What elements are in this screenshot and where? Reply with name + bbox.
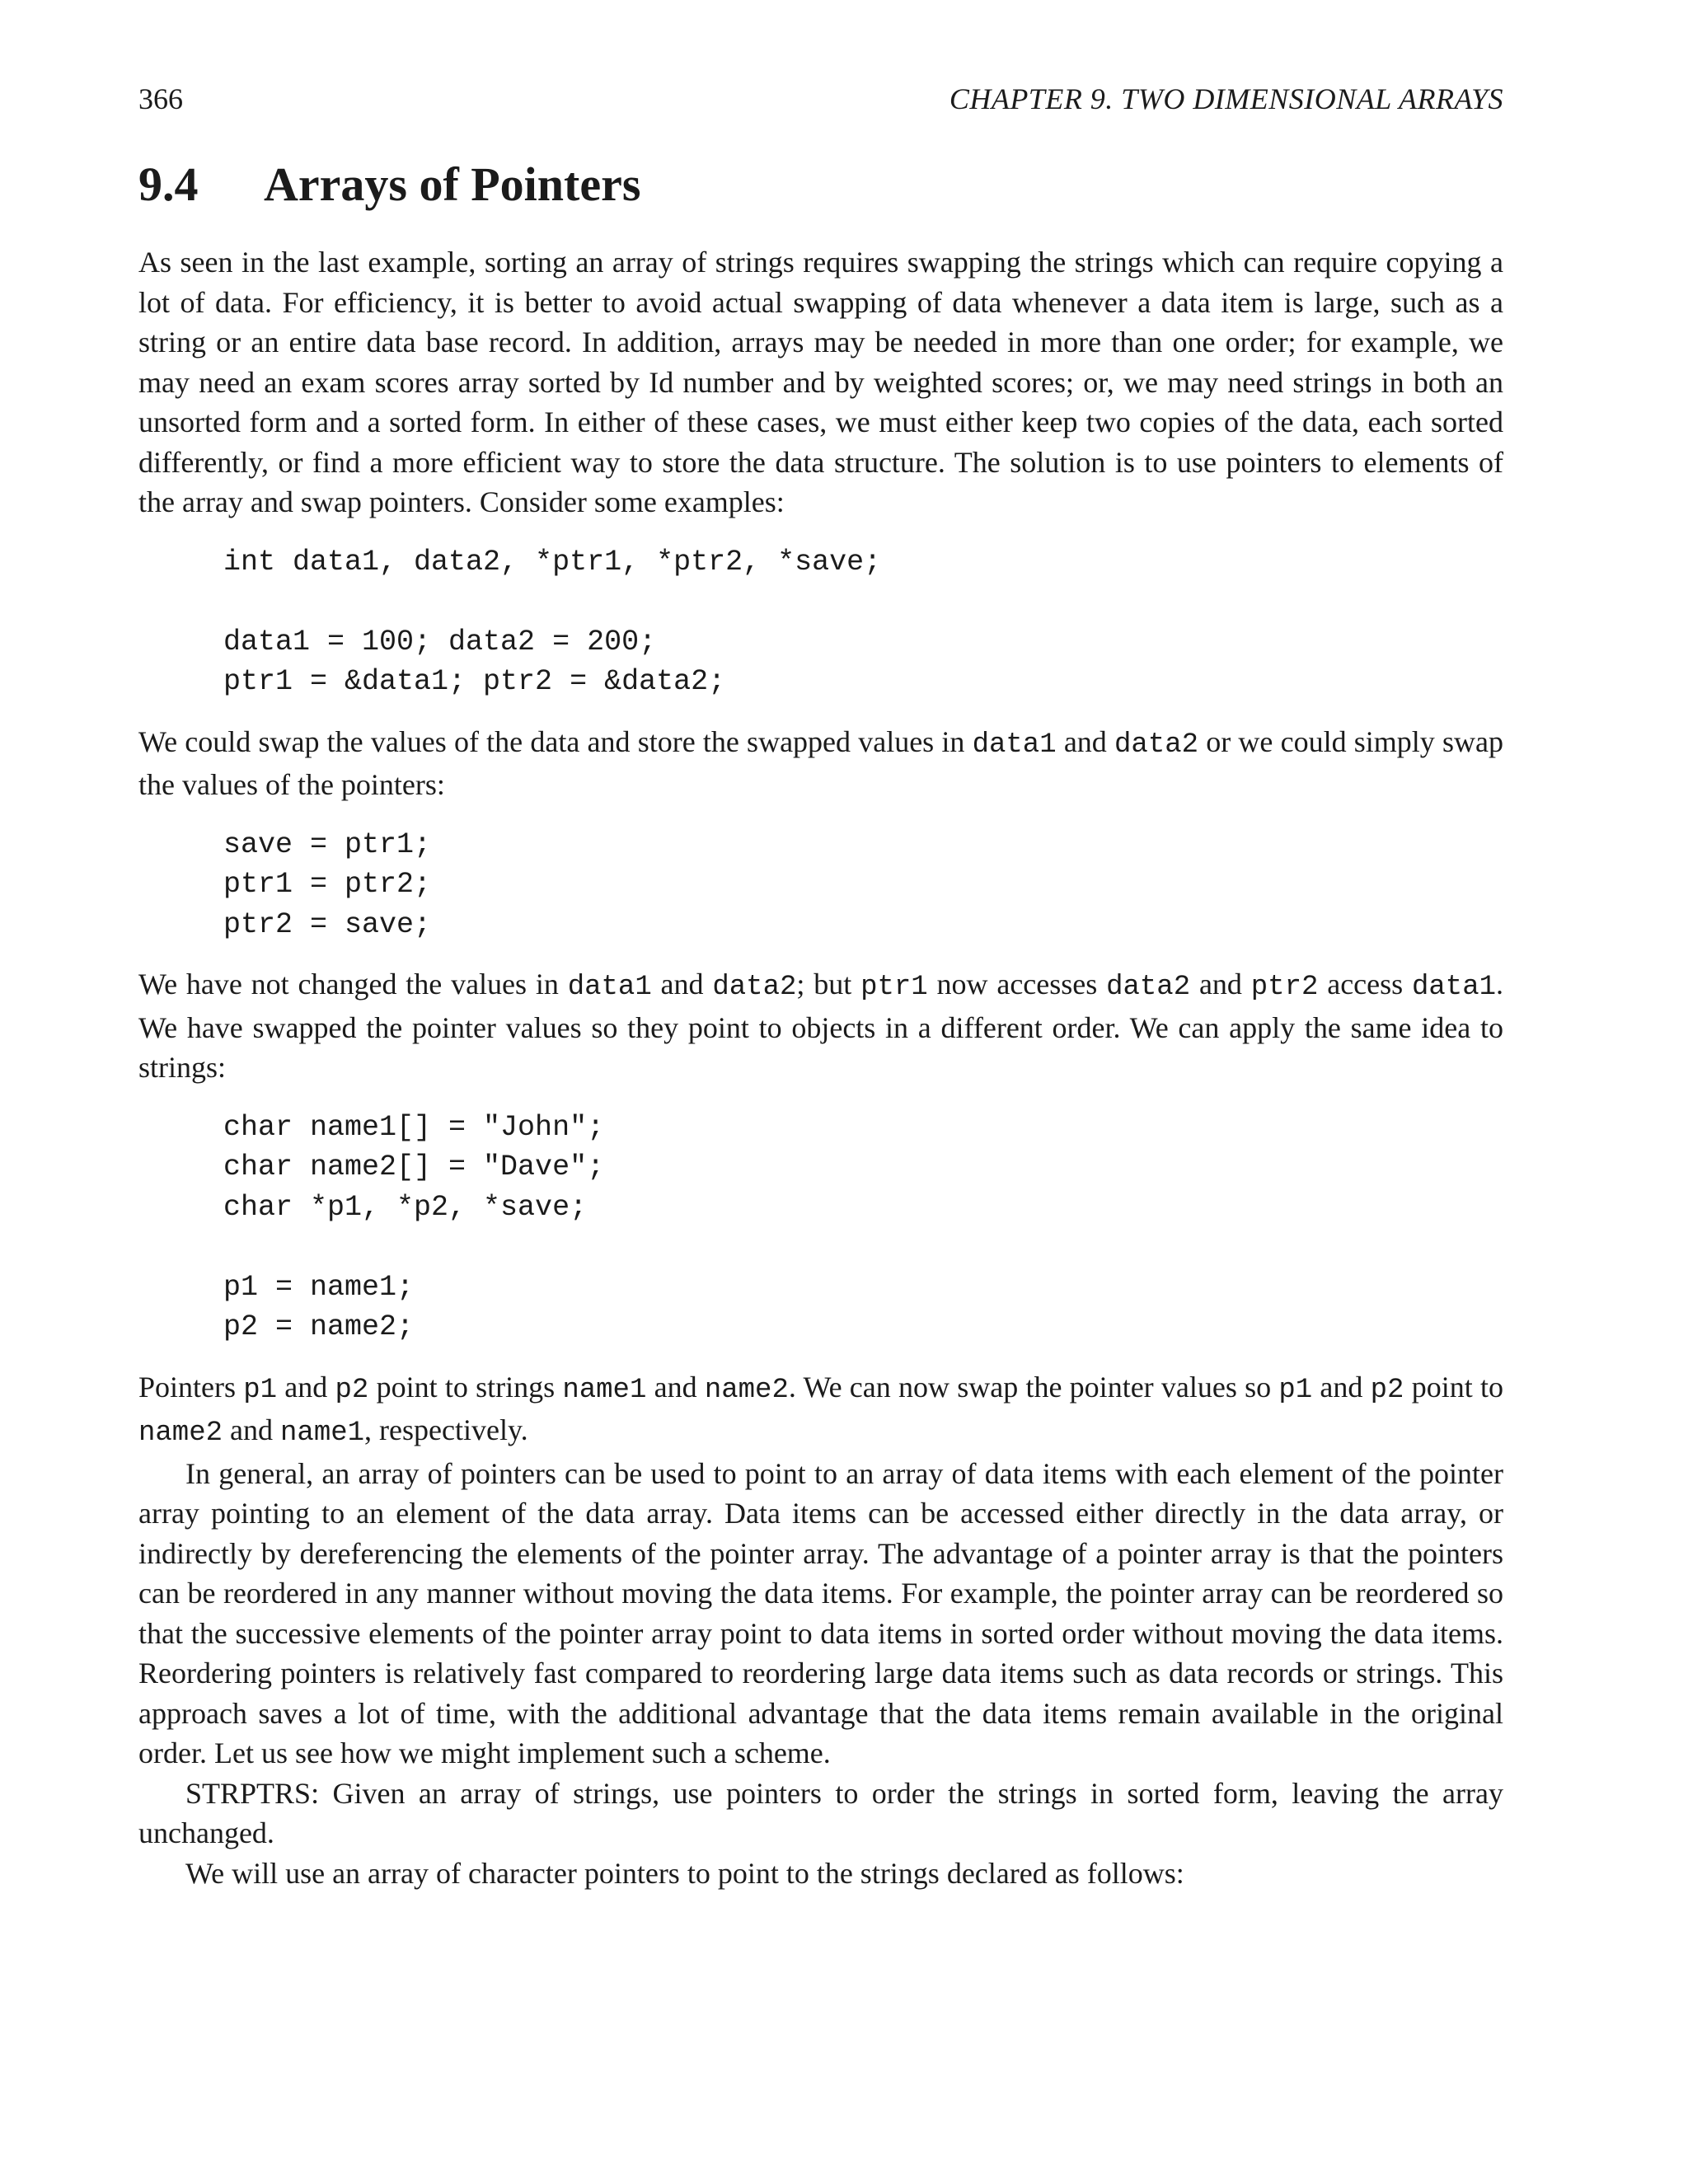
paragraph-swapped-pointers: We have not changed the values in data1 and data2; but ptr1 now accesses data2 and ptr2 access data1. We have swapped the pointer values so they point to objects in a different order. We can apply the same idea to strings: [138,968,1504,1084]
paragraph-intro: As seen in the last example, sorting an array of strings requires swapping the strings which can require copying a lot of data. For efficiency, it is better to avoid actual swapping of data whenever a data item is large, such as a string or an entire data base record. In addition, arrays may be needed in more than one order; for example, we may need an exam scores array sorted by Id number and by weighted scores; or, we may need strings in both an unsorted form and a sorted form. In either of these cases, we must either keep two copies of the data, each sorted differently, or find a more efficient way to store the data structure. The solution is to use pointers to elements of the array and swap pointers. Consider some examples: [138,246,1503,518]
section-heading [138,158,1503,211]
paragraph-general: In general, an array of pointers can be used to point to an array of data items with each element of the pointer array pointing to an element of the data array. Data items can be accessed either directly in the data array, or indirectly by dereferencing the elements of the pointer array. The advantage of a pointer array is that the pointers can be reordered in any manner without moving the data items. For example, the pointer array can be reordered so that the successive elements of the pointer array point to data items in sorted order without moving the data items. Reordering pointers is relatively fast compared to reordering large data items such as data records or strings. This approach saves a lot of time, with the additional advantage that the data items remain available in the original order. Let us see how we might implement such a scheme. [138,1456,1503,1769]
code-block-strings [223,1108,1503,1347]
code-line: int data1, data2, *ptr1, *ptr2, *save; [223,545,882,579]
code-line: ptr1 = ptr2; [223,868,432,901]
paragraph-swap-values: We could swap the values of the data and store the swapped values in data1 and data2 or we could simply swap the values of the pointers: [138,724,1503,801]
code-line: char name2[] = "Dave"; [223,1151,605,1183]
code-blank-line [223,1227,1503,1268]
page-number: 366 [138,82,183,115]
code-blank-line [223,582,1503,622]
code-line: ptr2 = save; [223,907,432,941]
code-line: p2 = name2; [223,1310,415,1343]
code-line: char name1[] = "John"; [223,1110,605,1144]
running-header [138,79,1503,119]
section-number: 9.4 [138,157,199,211]
code-line: char *p1, *p2, *save; [223,1190,588,1224]
code-block-pointers [223,542,1503,702]
code-line: save = ptr1; [223,827,432,861]
paragraph-string-pointers: Pointers p1 and p2 point to strings name1 and name2. We can now swap the pointer values so p1 and p2 point to name2 and name1, respectively. [138,1370,1503,1449]
chapter-title: CHAPTER 9. TWO DIMENSIONAL ARRAYS [949,82,1503,115]
section-title: Arrays of Pointers [264,157,641,211]
paragraph-strptrs: STRPTRS: Given an array of strings, use pointers to order the strings in sorted form, leaving the array unchanged. [138,1776,1503,1849]
code-line: p1 = name1; [223,1270,415,1304]
code-line: data1 = 100; data2 = 200; [223,625,657,658]
paragraph-declaration-intro: We will use an array of character pointers to point to the strings declared as follows: [185,1856,1184,1890]
code-line: ptr1 = &data1; ptr2 = &data2; [223,665,726,698]
code-block-swap [223,825,1503,945]
document-page [138,79,1503,1893]
